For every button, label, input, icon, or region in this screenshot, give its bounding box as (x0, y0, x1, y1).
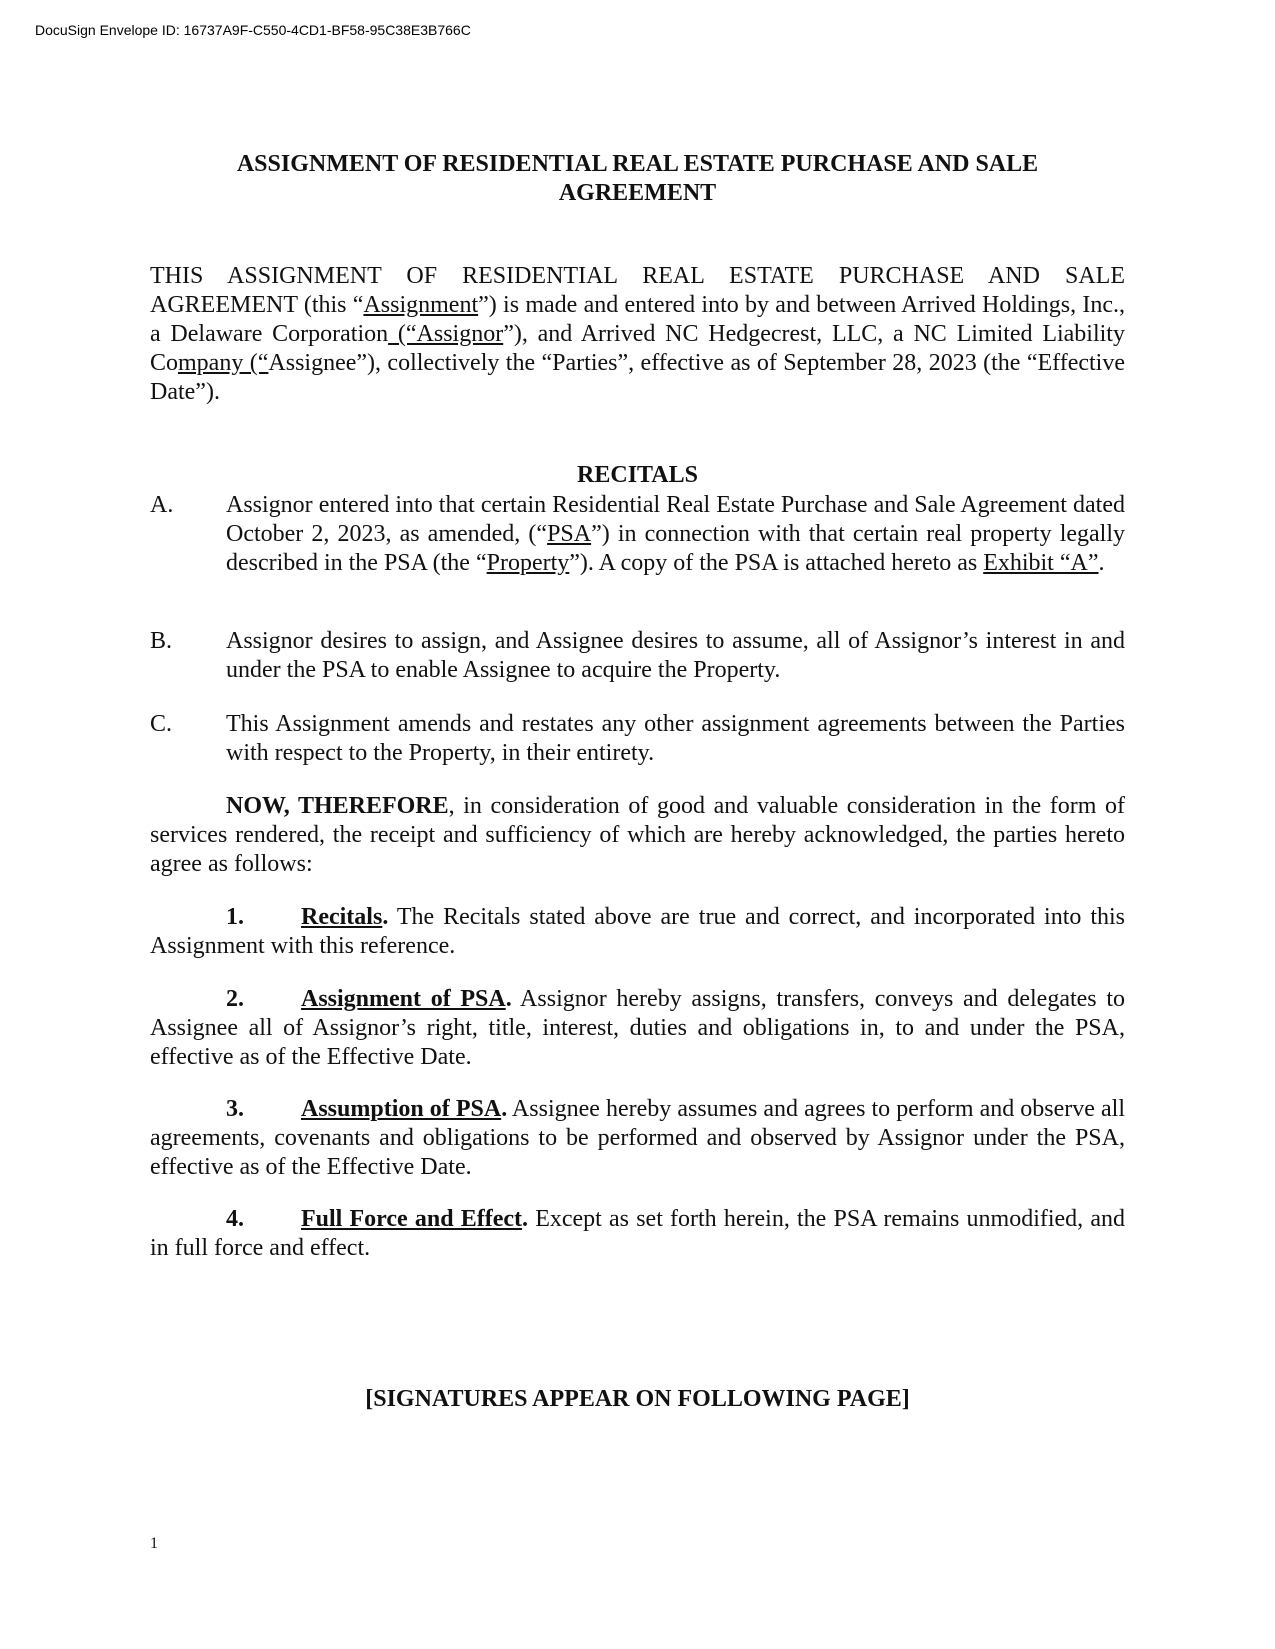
page-number: 1 (150, 1535, 158, 1552)
recital-a-text-2: ”) in connection with that certain real property legally described in the PSA (the “ (226, 521, 1126, 576)
recital-b-text: Assignor desires to assign, and Assignee desires to assume, all of Assignor’s interest in and under the PSA to enable Assignee to acquire the Property. (226, 628, 1125, 683)
section-3-heading: Assumption of PSA (301, 1096, 502, 1122)
section-2 (150, 985, 1125, 1072)
intro-text-2: ”) is made and entered into by and between Arrived Holdings, Inc., a Delaware Corporation (150, 292, 1125, 347)
recital-a (150, 491, 1125, 578)
title-line-1: ASSIGNMENT OF RESIDENTIAL REAL ESTATE PURCHASE AND SALE (236, 151, 1039, 177)
recital-c-text: This Assignment amends and restates any other assignment agreements between the Parties with respect to the Property, in their entirety. (226, 711, 1125, 766)
recital-a-letter: A. (150, 492, 174, 518)
signatures-note (150, 1385, 1125, 1414)
section-4-period: . (522, 1206, 529, 1232)
section-1-text: The Recitals stated above are true and correct, and incorporated into this Assignment with this reference. (150, 904, 1125, 959)
section-1 (150, 903, 1125, 961)
section-4-heading: Full Force and Effect (301, 1206, 523, 1232)
section-4 (150, 1205, 1125, 1263)
recital-b-letter: B. (150, 628, 173, 654)
recital-c (150, 710, 1125, 768)
recital-b (150, 627, 1125, 685)
signatures-note-text: SIGNATURES APPEAR ON FOLLOWING PAGE (373, 1386, 902, 1412)
now-therefore-lead: NOW, THEREFORE (226, 793, 449, 819)
docusign-envelope-id: DocuSign Envelope ID: 16737A9F-C550-4CD1-BF58-95C38E3B766C (35, 22, 471, 38)
recital-c-letter: C. (150, 711, 173, 737)
section-3-number: 3. (226, 1096, 244, 1122)
section-3-text: Assignee hereby assumes and agrees to perform and observe all agreements, covenants and obligations to be performed and observed by Assignor under the PSA, effective as of the Effective Date. (150, 1096, 1125, 1180)
section-1-number: 1. (226, 904, 244, 930)
section-2-number: 2. (226, 986, 244, 1012)
title-line-2: AGREEMENT (558, 180, 717, 206)
recitals-heading: RECITALS (577, 462, 698, 488)
recital-a-text-4: . (1098, 550, 1105, 576)
now-therefore-paragraph (150, 792, 1125, 879)
section-2-period: . (505, 986, 512, 1012)
intro-paragraph (150, 262, 1125, 407)
section-1-heading: Recitals (301, 904, 383, 930)
section-2-heading: Assignment of PSA (301, 986, 506, 1012)
section-2-text: Assignor hereby assigns, transfers, conveys and delegates to Assignee all of Assignor’s right, title, interest, duties and obligations in, to and under the PSA, effective as of the Effective Date. (150, 986, 1125, 1070)
section-3-period: . (501, 1096, 508, 1122)
psa-defined-term: PSA (547, 521, 592, 547)
section-3 (150, 1095, 1125, 1182)
recital-a-text-1: Assignor entered into that certain Residential Real Estate Purchase and Sale Agreement dated October 2, 2023, as amended, (“ (226, 492, 1125, 547)
property-defined-term: Property (486, 550, 570, 576)
exhibit-a-reference: Exhibit “A” (983, 550, 1099, 576)
section-4-number: 4. (226, 1206, 244, 1232)
intro-text-3: ”), and Arrived NC Hedgecrest, LLC, a NC Limited Liability Co (150, 321, 1125, 376)
intro-text-1: THIS ASSIGNMENT OF RESIDENTIAL REAL ESTATE PURCHASE AND SALE AGREEMENT (this “ (150, 263, 1125, 318)
intro-text-4: Assignee”), collectively the “Parties”, effective as of September 28, 2023 (the “Effective Date”). (150, 350, 1125, 405)
recital-a-text-3: ”). A copy of the PSA is attached hereto as (569, 550, 984, 576)
signatures-close-bracket: ] (901, 1386, 910, 1412)
document-title (150, 150, 1125, 208)
now-therefore-text: , in consideration of good and valuable consideration in the form of services rendered, the receipt and sufficiency of which are hereby acknowledged, the parties hereto agree as follows: (150, 793, 1125, 877)
recital-a-text (226, 491, 1125, 578)
signatures-open-bracket: [ (365, 1386, 374, 1412)
section-1-period: . (382, 904, 389, 930)
assignee-defined-term: mpany (“ (178, 350, 269, 376)
assignor-defined-term: (“Assignor (388, 321, 504, 347)
assignment-defined-term: Assignment (363, 292, 479, 318)
section-4-text: Except as set forth herein, the PSA remains unmodified, and in full force and effect. (150, 1206, 1126, 1261)
